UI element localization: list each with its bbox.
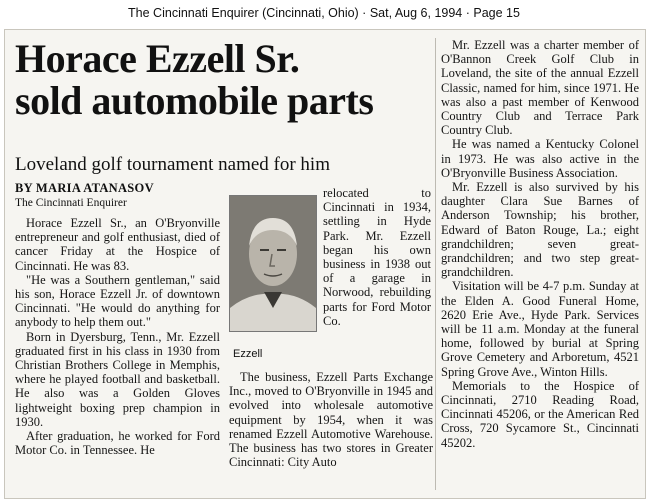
page-header: The Cincinnati Enquirer (Cincinnati, Ohio) · Sat, Aug 6, 1994 · Page 15	[128, 6, 520, 20]
paragraph: Mr. Ezzell is also survived by his daughter Clara Sue Barnes of Anderson Township; his brother, Edward of Baton Rouge, La.; eight grandchildren; seven great-grandchildren; and two step great-grandchildren.	[441, 180, 639, 280]
paragraph: Horace Ezzell Sr., an O'Bryonville entrepreneur and golf enthusiast, died of cancer Friday at the Hospice of Cincinnati. He was 83.	[15, 216, 220, 273]
portrait-photo	[229, 195, 317, 332]
article-column-2-bottom	[229, 370, 433, 469]
headline-line-2: sold automobile parts	[15, 78, 374, 123]
paragraph: He was named a Kentucky Colonel in 1973. He was also active in the O'Bryonville Business Association.	[441, 137, 639, 180]
credit-line: The Cincinnati Enquirer	[15, 197, 127, 209]
article-clipping	[4, 29, 646, 499]
photo-caption: Ezzell	[233, 348, 263, 360]
headline	[15, 38, 435, 122]
article-column-2-top	[323, 186, 431, 328]
headline-line-1: Horace Ezzell Sr.	[15, 36, 300, 81]
column-divider	[435, 38, 436, 490]
byline: BY MARIA ATANASOV	[15, 181, 154, 195]
paragraph: relocated to Cincinnati in 1934, settling in Hyde Park. Mr. Ezzell began his own business in 1938 out of a garage in Norwood, rebuilding parts for Ford Motor Co.	[323, 186, 431, 328]
article-column-1	[15, 216, 220, 457]
paragraph: Born in Dyersburg, Tenn., Mr. Ezzell graduated first in his class in 1930 from Christian Brothers College in Memphis, where he played football and basketball. He also was a Golden Gloves lightweight boxing prep champion in 1930.	[15, 329, 220, 429]
subheadline: Loveland golf tournament named for him	[15, 154, 330, 175]
article-column-3	[441, 38, 639, 450]
portrait-illustration	[230, 196, 316, 331]
paragraph: Visitation will be 4-7 p.m. Sunday at the Elden A. Good Funeral Home, 2620 Erie Ave., Hyde Park. Services will be 11 a.m. Monday at the funeral home, followed by burial at Spring Grove Cemetery and Arboretum, 4521 Spring Grove Ave., Winton Hills.	[441, 279, 639, 379]
paragraph: "He was a Southern gentleman," said his son, Horace Ezzell Jr. of downtown Cincinnati. "He would do anything for anybody to help them out."	[15, 272, 220, 330]
paragraph: Memorials to the Hospice of Cincinnati, 2710 Reading Road, Cincinnati 45206, or the American Red Cross, 720 Sycamore St., Cincinnati 45202.	[441, 378, 639, 450]
paragraph: After graduation, he worked for Ford Motor Co. in Tennessee. He	[15, 429, 220, 458]
paragraph: The business, Ezzell Parts Exchange Inc., moved to O'Bryonville in 1945 and evolved into wholesale automotive equipment by 1954, when it was renamed Ezzell Automotive Warehouse. The business has two stores in Greater Cincinnati: City Auto	[229, 370, 433, 470]
paragraph: Mr. Ezzell was a charter member of O'Bannon Creek Golf Club in Loveland, the site of the annual Ezzell Classic, named for him, since 1971. He was also a past member of Kenwood Country Club and Terrace Park Country Club.	[441, 38, 639, 138]
